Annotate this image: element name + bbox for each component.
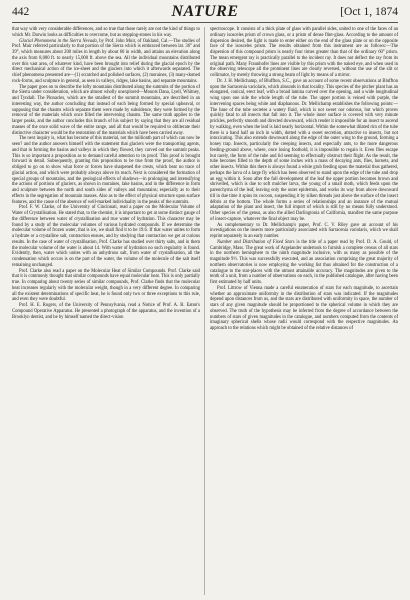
paragraph: Glacial Phenomena in the Sierra Nevada, by Prof. John Muir, of Oakland, Cal.—The studies of Prof. Muir referred particularly to that portion of the Sierra which is embraced between lat. 36° and 39°, which measures about 200 miles in length by about 60 in width, and attains an elevation along the axis from 8,000 ft. to nearly 15,000 ft. above the sea. All the individual mountains distributed over this vast area, of whatever kind, have been brought into relief during the glacial epoch by the direct mechanical action of the ice-sheet and the glaciers into which it afterwards separated. The chief phenomena presented are—(1) scratched and polished surfaces, (2) moraines, (3) many-domed rock-forms, and sculpture in general, as seen in valleys, ridges, lake basins, and separate mountains. bbox=[12, 38, 200, 84]
right-column bbox=[210, 27, 398, 332]
left-column bbox=[12, 27, 200, 320]
page-number: 442 bbox=[12, 6, 30, 18]
paragraph: Prof. Clarke also read a paper on the Molecular Heat of Similar Compounds. Prof. Clarke said that it is commonly thought that similar compounds have equal molecular heat. This is only partially true. In comparing about twenty series of similar compounds, Prof. Clarke finds that the molecular heat increases regularly with the molecular weight, though in a very different degree. In comparing all the existent determinations of specific heat, he is found only two or three exceptions to this rule, and even they were doubtful. bbox=[12, 268, 200, 303]
paragraph: Prof. Littrow of Vienna made a careful enumeration of stars for each magnitude, to ascertain whether an approximate uniformity in the distribution of stars was indicated. If the magnitudes depend upon distances from us, and the stars are distributed with uniformity in space, the number of stars of any given magnitude should be proportioned to the spherical volume in which they are observed. The truth of the hypothesis may be inferred from the degree of accordance between the numbers of stars of given magnitudes in the catalogue, and numbers computed from the contents of imaginary spherical shells whose radii would correspond with the respective magnitudes. An approach to the relations which might be obtained of the relative distances of bbox=[210, 285, 398, 331]
paragraph: Number and Distribution of Fixed Stars is the title of a paper read by Prof. D. A. Gould, of Cambridge, Mass. The great work of Argelander undertook to furnish a complete census of all stars in the northern hemisphere to the ninth magnitude inclusive, with as many as possible of the magnitude 9½. This was successfully executed, and an association comprising the great majority of northern observatories is now employing the working list thus obtained for the construction of a catalogue to the star-places with the utmost attainable accuracy. The magnitudes are given to the tenth of a unit, from a number of observations on each, in the published catalogue, after having been first estimated by half units. bbox=[210, 239, 399, 285]
paragraph: The paper goes on to describe the lofty mountains distributed along the summits of the portion of the Sierra under consideration, which are almost wholly unexplored—Mounts Dana, Lyell, Whitney, and Tyndall. The Pinnacles, which are the smallest of the summit mountains, are described in an interesting way, the author concluding that instead of each being formed by special upheaval, or supposing that the chasms which separate them were made by subsidence, they were formed by the removal of the materials which once filled the intervening chasms. The same truth applies to the larger peaks, and the author concludes this branch of his subject by saying that they are all residual masses of the once solid wave of the entire range, and all that would be required to obliterate their distinctive character would be the restoration of the materials which have been carried away. bbox=[12, 84, 200, 136]
paragraph: Dr. J. H. Mellichamp, of Bluffton, S.C., gave an account of some recent observations at Bluffton upon the Sarracenia variolaris, which abounds in that locality. This species of the pitcher plant has an elongated, conical, erect leaf, with a broad lamina curved over the opening, and a wide longitudinal wing upon one side the whole length of the tube. The upper portion is veined with purple, the intervening spaces being white and diaphanous. Dr. Mellichamp establishes the following points:—The base of the tube secretes a watery fluid, which is not sweet nor odorous, but which proves quickly fatal to all insects that fall into it. The whole inner surface is covered with very minute prickles, perfectly smooth and directed downward, which render it impossible for an insect to ascend by walking, even when the leaf is laid nearly horizontal. Within the somewhat dilated rim of the tube there is a band half an inch in width, dotted with a sweet secretion, attractive to insects, but not intoxicating. This also extends downward along the edge of the outer wing to the ground, forming a honey trap. Insects, particularly the creeping insects, and especially ants, to the more dangerous feeding-ground above, where, once losing foothold, it is impossible to regain it. Even flies escape but rarely, the form of the tube and lid seeming to effectually obstruct their flight. As the result, the tube becomes filled to the depth of some inches with a mass of decaying ants, flies, hornets, and other insects. Within this there is always found a white grub feeding upon the material thus gathered, perhaps the larva of a large fly which has been observed to stand upon the edge of the tube and drop an egg within it. Soon after the full development of the leaf the upper portion becomes brown and shrivelled, which is due to soft mulcher larva, the young of a small moth, which feeds upon the parenchyma of the leaf, leaving only the outer epidermis, and works its way from above downward till in due time it spins its cocoon, suspending it by silken threads just above the surface of the insect débris at the bottom. The whole forms a series of relationships and an instance of the mutual adaptation of the plant and insect, the full import of which is still by no means fully understood. Other species of the genus, as also the allied Darlingtonia of California, manifest the same purpose of insect-capture, whatever the final object may be. bbox=[210, 78, 398, 222]
header-rule bbox=[12, 22, 398, 23]
paragraph: that way with very considerable differences, and so true that those rarely are not the kind of things to which Mr. Darwin looks as difficulties to overcome, but as stepping-stones in his way. bbox=[12, 27, 200, 38]
column-divider bbox=[204, 27, 205, 595]
paragraph: The next inquiry is, what has become of this material, not the millionth part of which can now be seen? and the author answers himself with the statement that glaciers were the transporting agents, and that in forming the basins and valleys in which they flowed, they carved out the summit peaks. This is so important a proposition as to demand careful attention to its proof. This proof is brought forward in detail. Subsequently, granting this proposition to be true from the proof, the author is obliged to go on to show what force or forces have sharpened the crests, which bear no trace of glacial action, and which were probably always above its reach. Next is considered the formation of special groups of mountains, and the geological effects of shadows—in prolonging and intensifying the actions of portions of glaciers, as shown in moraines, lake basins, and in the difference in form and sculpture between the north and south sides of valleys and mountains; especially as to their effects in the segregation of mountain masses. Also as to the effect of physical structure upon surface features, and the cause of the absence of well-marked individuality in the peaks of the summits. bbox=[12, 136, 200, 205]
running-header bbox=[12, 3, 398, 22]
section-heading: Glacial Phenomena in the Sierra Nevada, bbox=[19, 38, 98, 44]
paragraph: As complementary to Dr. Mellichamp's paper, Prof. C. V. Riley gave an account of his investigations on the insects more particularly associated with Sarracenia variolaris, which we shall reprint separately in an early number. bbox=[210, 222, 398, 239]
paragraph: spectroscope. It consists of a thick plate of glass with parallel sides, united to one of the faces of an ordinary isosceles prism of crown glass, or a prism of dense flint-glass. According to the amount of dispersion desired, the light is made to enter either on the end of the glass plate or on the opposite face of the isosceles prism. The results obtained from this instrument are as follows:—The dispersion of this compound prism is nearly four times greater than that of the ordinary 60° prism. The mean emergent ray is practically parallel to the incident ray. It does not deflect the ray from its original path. Many Fraunhofer lines are visible by this prism with the naked eye, and when used in the observing telescope all the prominent lines are clearly reversed, without the use of the slit or collimator, by merely throwing a strong beam of light by means of a mirror. bbox=[210, 27, 398, 78]
paragraph: Prof. F. W. Clarke, of the University of Cincinnati, read a paper on the Molecular Volume of Water of Crystallisation. He stated that, to the chemist, it is important to get at some distinct gauge of the difference between water of crystallisation and true water of hydration. This character may be found by a study of the molecular volumes of various hydrated compounds. If we determine the molecular volume of frozen water, that is ice, we shall find it to be 19.6. If that water unites to form a hydrate or a crystalline salt, contraction ensues, and by studying that contraction we get at curious results. In the case of water of crystallisation, Prof. Clarke has studied over thirty salts, and in them the molecular volume of the water is about 14. With water of hydration no such regularity is found. Evidently, then, water which unites with an anhydrous salt, from water of crystallisation, all the condensation which occurs is on the part of the water, the volume of the molecule of the salt itself remaining unchanged. bbox=[12, 205, 200, 268]
section-heading: Number and Distribution of Fixed Stars bbox=[217, 239, 295, 245]
paragraph: Prof. H. E. Rogers, of the University of Pennsylvania, read a Notice of Prof. A. R. Eaton's Compound Operative Apparatus. He presented a photograph of the apparatus, and the invention of a Brooklyn dentist, and he by himself named the direct-vision bbox=[12, 303, 200, 320]
journal-title: NATURE bbox=[171, 3, 239, 20]
issue-date: [Oct 1, 1874 bbox=[340, 6, 398, 18]
